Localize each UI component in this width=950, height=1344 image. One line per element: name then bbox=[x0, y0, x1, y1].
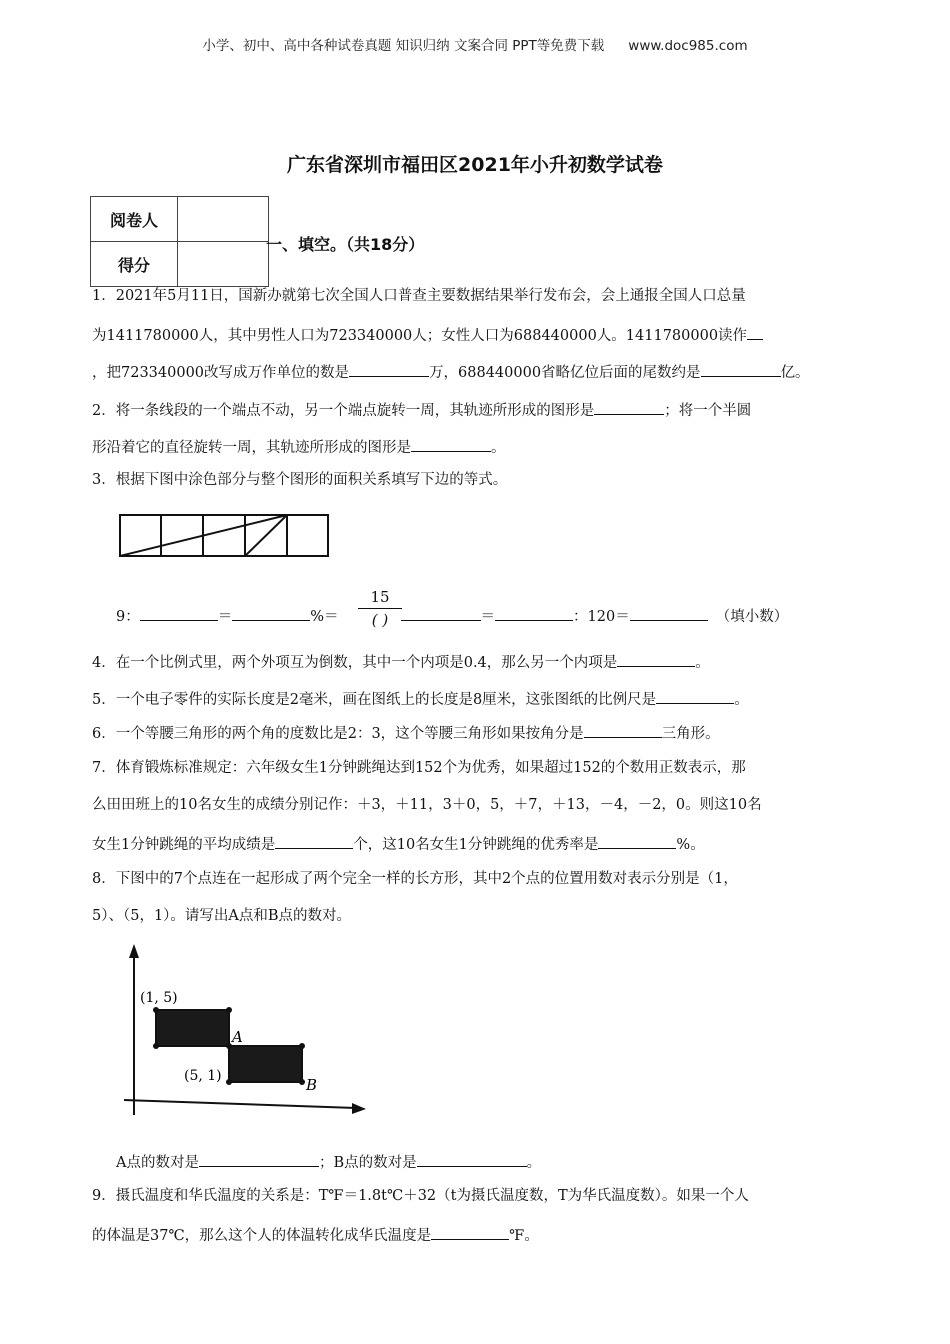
q7-line2: 么田田班上的10名女生的成绩分别记作：＋3，＋11，3＋0，5，＋7，＋13，－4，－2，0。则这10名 bbox=[92, 797, 762, 813]
answer-blank[interactable] bbox=[232, 604, 310, 621]
q9-line2 bbox=[92, 1223, 892, 1246]
q7-text-a: 女生1分钟跳绳的平均成绩是 bbox=[92, 837, 276, 853]
q5 bbox=[92, 687, 892, 710]
q7-line1: 7．体育锻炼标准规定：六年级女生1分钟跳绳达到152个为优秀，如果超过152的个数用正数表示，那 bbox=[92, 760, 746, 776]
q1-text-b: 万，688440000省略亿位后面的尾数约是 bbox=[429, 365, 701, 381]
q2-text-b: ；将一个半圆 bbox=[664, 403, 752, 419]
q7-text-c: %。 bbox=[676, 837, 705, 853]
fraction bbox=[358, 588, 402, 629]
q2-text-a: 2．将一条线段的一个端点不动，另一个端点旋转一周，其轨迹所形成的图形是 bbox=[92, 403, 595, 419]
point-5-1-label: (5, 1) bbox=[184, 1068, 222, 1084]
q4 bbox=[92, 650, 892, 673]
eq-part: （填小数） bbox=[715, 609, 789, 625]
header-text: 小学、初中、高中各种试卷真题 知识归纳 文案合同 PPT等免费下载 bbox=[202, 38, 605, 54]
point-a-label: A bbox=[232, 1028, 243, 1046]
q8-text-a: A点的数对是 bbox=[116, 1155, 199, 1171]
eq-part: %＝ bbox=[310, 609, 339, 625]
section-heading: 一、填空。（共18分） bbox=[266, 235, 425, 254]
answer-blank[interactable] bbox=[701, 360, 781, 377]
q8-answers bbox=[116, 1150, 916, 1173]
q3-equation bbox=[116, 604, 916, 627]
q2-line2 bbox=[92, 435, 892, 458]
q6-text: 6．一个等腰三角形的两个角的度数比是2：3，这个等腰三角形如果按角分是 bbox=[92, 726, 584, 742]
point-b-label: B bbox=[306, 1076, 318, 1094]
reviewer-cell bbox=[178, 197, 269, 242]
q9-text-a: 的体温是37℃，那么这个人的体温转化成华氏温度是 bbox=[92, 1228, 432, 1244]
q2-text-d: 。 bbox=[491, 440, 506, 456]
answer-blank[interactable] bbox=[275, 832, 353, 849]
reviewer-label: 阅卷人 bbox=[91, 197, 178, 242]
eq-part: ＝ bbox=[480, 609, 496, 625]
eq-part: 9： bbox=[116, 609, 140, 625]
answer-blank[interactable] bbox=[617, 650, 695, 667]
answer-blank[interactable] bbox=[431, 1223, 509, 1240]
header-url[interactable]: www.doc985.com bbox=[628, 38, 748, 54]
answer-blank[interactable] bbox=[417, 1150, 527, 1167]
page-header bbox=[0, 34, 950, 54]
q5-end: 。 bbox=[734, 692, 749, 708]
answer-blank[interactable] bbox=[411, 435, 491, 452]
q6-end: 三角形。 bbox=[661, 726, 720, 742]
q4-end: 。 bbox=[695, 655, 710, 671]
point-1-5-label: (1, 5) bbox=[140, 990, 178, 1006]
q1-line2-text: 为1411780000人，其中男性人口为723340000人；女性人口为688440000人。1411780000读作 bbox=[92, 328, 748, 344]
q3-figure bbox=[118, 512, 332, 562]
q1-text-a: ，把723340000改写成万作单位的数是 bbox=[92, 365, 350, 381]
answer-blank[interactable] bbox=[401, 604, 481, 621]
q7-text-b: 个，这10名女生1分钟跳绳的优秀率是 bbox=[353, 837, 599, 853]
fraction-numerator: 15 bbox=[370, 588, 390, 606]
q2-line1 bbox=[92, 398, 892, 421]
exam-title: 广东省深圳市福田区2021年小升初数学试卷 bbox=[287, 154, 663, 176]
answer-blank[interactable] bbox=[594, 398, 664, 415]
q9-text-b: ℉。 bbox=[509, 1228, 539, 1244]
q8-figure bbox=[116, 940, 376, 1120]
q1-line2 bbox=[92, 323, 892, 346]
score-cell bbox=[178, 242, 269, 287]
answer-blank[interactable] bbox=[747, 323, 763, 340]
answer-blank[interactable] bbox=[140, 604, 218, 621]
eq-part: ＝ bbox=[217, 609, 233, 625]
q1-line1: 1．2021年5月11日，国新办就第七次全国人口普查主要数据结果举行发布会，会上通报全国人口总量 bbox=[92, 288, 746, 304]
answer-blank[interactable] bbox=[630, 604, 708, 621]
q8-text-b: ；B点的数对是 bbox=[318, 1155, 417, 1171]
q2-text-c: 形沿着它的直径旋转一周，其轨迹所形成的图形是 bbox=[92, 440, 411, 456]
eq-part: ：120＝ bbox=[573, 609, 630, 625]
fraction-denominator[interactable]: ( ) bbox=[371, 611, 389, 629]
score-label: 得分 bbox=[91, 242, 178, 287]
answer-blank[interactable] bbox=[584, 721, 662, 738]
q8-line2: 5）、（5，1）。请写出A点和B点的数对。 bbox=[92, 908, 352, 924]
fraction-bar bbox=[358, 608, 402, 609]
answer-blank[interactable] bbox=[495, 604, 573, 621]
score-table bbox=[90, 196, 269, 287]
q7-line3 bbox=[92, 832, 892, 855]
q1-text-c: 亿。 bbox=[780, 365, 810, 381]
answer-blank[interactable] bbox=[656, 687, 734, 704]
q8-text-c: 。 bbox=[526, 1155, 542, 1171]
q9-line1: 9．摄氏温度和华氏温度的关系是：T℉＝1.8t℃＋32（t为摄氏温度数，T为华氏温度数）。如果一个人 bbox=[92, 1188, 749, 1204]
answer-blank[interactable] bbox=[349, 360, 429, 377]
q1-line3 bbox=[92, 360, 892, 383]
q6 bbox=[92, 721, 892, 744]
q5-text: 5．一个电子零件的实际长度是2毫米，画在图纸上的长度是8厘米，这张图纸的比例尺是 bbox=[92, 692, 657, 708]
answer-blank[interactable] bbox=[598, 832, 676, 849]
q8-line1: 8．下图中的7个点连在一起形成了两个完全一样的长方形，其中2个点的位置用数对表示分别是（1， bbox=[92, 871, 738, 887]
answer-blank[interactable] bbox=[199, 1150, 319, 1167]
q4-text: 4．在一个比例式里，两个外项互为倒数，其中一个内项是0.4，那么另一个内项是 bbox=[92, 655, 618, 671]
q3-text: 3．根据下图中涂色部分与整个图形的面积关系填写下边的等式。 bbox=[92, 472, 508, 488]
